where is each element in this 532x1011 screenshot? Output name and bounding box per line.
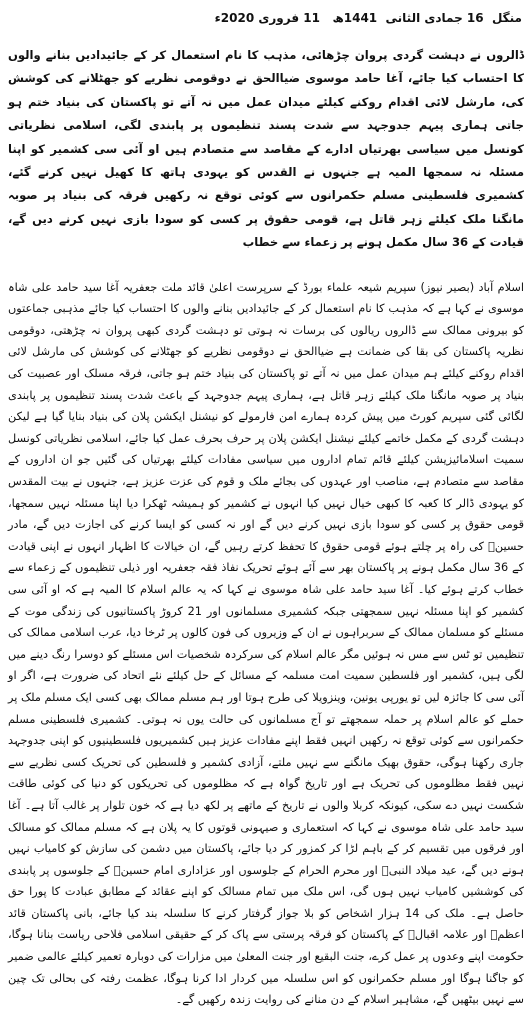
body-paragraph: ملک کی 14 ہزار اشخاص کو بلا جواز گرفتار کرنے کا سلسلہ بند کیا جائے، بانی پاکستان قائد اعظمؒ اور علامہ اقبالؒ کے پاکستان کو فرقہ پرستی سے پاک کر کے حقیقی اسلامی فلاحی ریاست بنانا ہوگا، حکومت اپنے وعدوں پر عمل کرے، جنت البقیع اور جنت المعلیٰ میں مزارات کی دوبارہ تعمیر کیلئے عالمی ضمیر کو جاگنا ہوگا اور مسلم حکمرانوں کو اس سلسلہ میں کردار ادا کرنا ہوگا، عظمت رفتہ کی بحالی تک چین سے نہیں بیٹھیں گے، مشاہیر اسلام کے دن منانے کی روایت زندہ رکھیں گے۔ [8,906,524,1007]
dateline-hijri-year: 1441ھ [332,11,378,25]
dateline-hijri-month: جمادی الثانی [385,11,463,25]
body-paragraph: آغا سید حامد علی شاہ موسوی نے کہا کہ استعماری و صیہونی قوتوں کا یہ پلان ہے کہ مسلم ممالک کو مسالک اور فرقوں میں تقسیم کر کے باہم لڑا کر کمزور کر دیا جائے، پاکستان میں دشمن کی سازش کو کامیاب نہیں ہونے دیں گے، عید میلاد النبیؐ اور محرم الحرام کے جلوسوں اور عزاداری امام حسینؑ کے جلوسوں پر پابندی کی کوششیں کامیاب نہیں ہوں گی، اس ملک میں تمام مسالک کو اپنے عقائد کے مطابق عبادت کا پورا حق حاصل ہے۔ [8,798,524,920]
body-paragraph: آغا سید حامد علی شاہ موسوی نے کہا کہ یہ عالم اسلام کا المیہ ہے کہ او آئی سی کشمیر کو اپنا مسئلہ نہیں سمجھتی جبکہ کشمیری مسلمانوں اور 21 کروڑ پاکستانیوں کی زندگی موت کے مسئلے کو مسلمان ممالک کے سربراہوں نے ان کے وزیروں کی فون کالوں پر ٹرخا دیا، عرب اسلامی ممالک کی تنظیمیں تو ٹس سے مس نہ ہوئیں مگر عالم اسلام کی سرکردہ شخصیات اس مسئلے کو دوسرا رنگ دینے میں لگی ہیں، کشمیر اور فلسطین سمیت امت مسلمہ کے مسائل کے حل کیلئے نئے اتحاد کی ضرورت ہے، اگر او آئی سی کا جائزہ لیں تو یورپی یونین، وینزویلا کی طرح ہوتا اور ہم مسلم ممالک بھی کسی ایک مسلم ملک پر حملے کو عالم اسلام پر حملہ سمجھتے تو آج مسلمانوں کی حالت یوں نہ ہوتی۔ [8,582,525,726]
dateline-weekday: منگل [491,11,522,25]
body-paragraph: کشمیری فلسطینی مسلم حکمرانوں سے کوئی توقع نہ رکھیں انہیں فقط اپنے مفادات عزیز ہیں کشمیریوں فلسطینیوں کو اپنی جدوجہد جاری رکھنا ہوگی، حقوق بھیک مانگنے سے نہیں ملتے، آزادی کشمیر و فلسطین کی تحریک کسی نظریے سے نہیں فقط مظلوموں کی تحریک ہے اور تاریخ گواہ ہے کہ مظلوموں کی تحریکوں کو دنیا کی کوئی طاقت شکست نہیں دے سکی، کیونکہ کربلا والوں نے تاریخ کے ماتھے پر لکھ دیا ہے کہ خون تلوار پر غالب آتا ہے۔ [8,712,524,812]
body-paragraph: مناصب اور عہدوں کی بجائے ملک و قوم کی عزت عزیز ہے، جنہوں نے بیت المقدس کو یہودی ڈالر کا کعبہ کا کبھی خیال نہیں کیا انہوں نے کشمیر کو ہمیشہ ٹھکرا دیا اپنا مسئلہ نہیں سمجھا، قومی حقوق پر کسی کو سودا بازی نہیں کرنے دیں گے اور نہ کسی کو ایسا کرنے کی اجازت دیں گے، مادر حسینؑ کی راہ پر چلتے ہوئے قومی حقوق کا تحفظ کرتے رہیں گے، ان خیالات کا اظہار انہوں نے اپنی قیادت کے 36 سال مکمل ہونے پر پاکستان بھر سے آئے ہوئے تحریک نفاذ فقہ جعفریہ اور ذیلی تنظیموں کے زعماء سے خطاب کرتے ہوئے کیا۔ [8,475,525,596]
dateline-gregorian-month: فروری [258,11,300,25]
dateline-gregorian-day: 11 [303,11,320,25]
body-paragraph: اسلام آباد (بصیر نیوز) سپریم شیعہ علماء بورڈ کے سرپرست اعلیٰ قائد ملت جعفریہ آغا سید حامد علی شاہ موسوی نے کہا ہے کہ مذہب کا نام استعمال کر کے جائیدادیں بنانے والوں کا احتساب کیا جائے مذہبی جماعتوں کو بیرونی ممالک سے ڈالروں ریالوں کی برسات نہ ہوتی تو دہشت گردی کبھی پروان نہ چڑھتی، [8,280,525,337]
dateline-hijri-day: 16 [466,11,484,25]
dateline-gregorian-year: 2020ء [214,11,255,25]
body-paragraph: دوقومی نظریہ پاکستان کی بقا کی ضمانت ہے ضیاالحق نے دوقومی نظریے کو جھٹلانے کی کوشش کی مارشل لائی اقدام روکنے کیلئے ہم میدان عمل میں نہ آتے تو پاکستان کی بنیاد ختم ہو جاتی، فرقہ مسلک اور عصبیت کی بنیاد پر صوبہ مانگنا ملک کیلئے زہر قاتل ہے، ہماری پیہم جدوجہد کے باعث شدت پسند تنظیموں پر پابندی لگائی گئی سپریم کورٹ میں پیش کردہ ہمارے امن فارمولے کو نیشنل ایکشن پلان کی بنیاد بنایا گیا ہے لیکن دہشت گردی کے مکمل خاتمے کیلئے نیشنل ایکشن پلان پر حرف بحرف عمل کیا جائے، اسلامی نظریاتی کونسل سمیت اسلامائیزیشن کیلئے قائم تمام اداروں میں سیاسی مفادات کیلئے بھرتیاں کی گئیں جو ان اداروں کے مقاصد سے متصادم ہے، [8,323,524,488]
article-body [8,277,524,1011]
headline-block: ڈالروں نے دہشت گردی پروان چڑھائی، مذہب کا نام استعمال کر کے جائیدادیں بنانے والوں کا احتساب کیا جائے، آغا حامد موسوی ضیاالحق نے دوقومی نظریے کو جھٹلانے کی کوشش کی، مارشل لائی اقدام روکنے کیلئے میدان عمل میں نہ آتے تو پاکستان کی بنیاد ختم ہو جاتی ہماری پیہم جدوجہد سے شدت پسند تنظیموں پر پابندی لگی، اسلامی نظریاتی کونسل میں سیاسی بھرتیاں ادارے کے مقاصد سے متصادم ہیں او آئی سی کشمیر کو اپنا مسئلہ نہ سمجھا المیہ ہے جنہوں نے القدس کو یہودی ہاتھ کا کھیل نہیں کرنے گئے، کشمیری فلسطینی مسلم حکمرانوں سے کوئی توقع نہ رکھیں فرقہ کی بنیاد پر صوبہ مانگنا ملک کیلئے زہر قاتل ہے، قومی حقوق پر کسی کو سودا بازی نہیں کرنے دیں گے، قیادت کے 36 سال مکمل ہونے پر زعماء سے خطاب [8,48,524,250]
newspaper-page [8,8,525,1007]
dateline [8,8,524,30]
